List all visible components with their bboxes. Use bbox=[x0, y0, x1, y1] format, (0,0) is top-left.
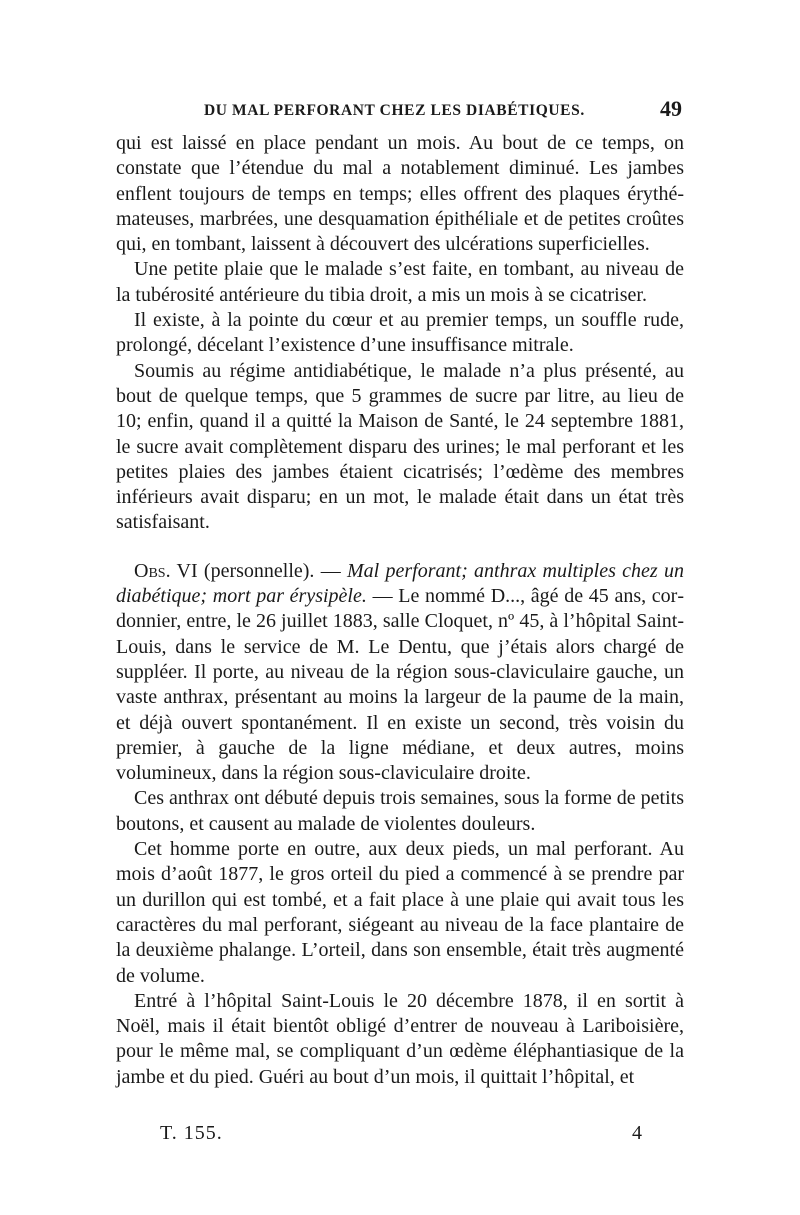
signature-mark: T. 155. bbox=[160, 1122, 223, 1144]
observation-dash: — bbox=[372, 585, 393, 608]
paragraph: Soumis au régime antidiabétique, le malade n’a plus présenté, au bout de quelque temps, que 5 grammes de sucre par litre, au lieu de 10; enfin, quand il a quitté la Maison de Santé, le 24 septembre 1881, le sucre avait complètement disparu des urines; le mal perforant et les petites plaies des jambes étaient cicatrisés; l’œdème des membres inférieurs avait disparu; en un mot, le malade était dans un état très satisfaisant. bbox=[116, 359, 684, 534]
page-number: 49 bbox=[660, 96, 682, 121]
running-title: DU MAL PERFORANT CHEZ LES DIABÉTIQUES. bbox=[204, 102, 585, 119]
observation-title: Mal perforant; anthrax multiples chez un diabétique; mort par érysipèle. bbox=[116, 559, 685, 608]
observation-label: Obs. VI bbox=[134, 559, 198, 582]
sheet-number: 4 bbox=[632, 1122, 642, 1144]
paragraph: Ces anthrax ont débuté depuis trois semaines, sous la forme de petits boutons, et causent au malade de violentes douleurs. bbox=[116, 787, 684, 835]
paragraph: Cet homme porte en outre, aux deux pieds, un mal perforant. Au mois d’août 1877, le gros orteil du pied a commencé à se prendre par un durillon qui est tombé, et a fait place à une plaie qui avait tous les caractères du mal perforant, siégeant au niveau de la face plantaire de la deuxième phalange. L’orteil, dans son ensemble, était très augmenté de volume. bbox=[116, 838, 684, 987]
paragraph: Il existe, à la pointe du cœur et au premier temps, un souffle rude, prolongé, décelant l’existence d’une insuffisance mitrale. bbox=[116, 309, 684, 357]
page-header bbox=[116, 97, 686, 127]
page-footer bbox=[116, 1122, 686, 1152]
observation-text: Le nommé D..., âgé de 45 ans, cordonnier, entre, le 26 juillet 1883, salle Cloquet, nº 45, à l’hôpital Saint-Louis, dans le service de M. Le Dentu, que j’étais alors chargé de suppléer. Il porte, au niveau de la région sous-claviculaire gauche, un vaste anthrax, présentant au moins la largeur de la paume de la main, et déjà ouvert spontanément. Il en existe un second, très voisin du premier, à gauche de la ligne médiane, et deux autres, moins volumineux, dans la région sous-claviculaire droite. bbox=[116, 585, 685, 785]
paragraph: Une petite plaie que le malade s’est faite, en tombant, au niveau de la tubérosité antérieure du tibia droit, a mis un mois à se cicatriser. bbox=[116, 258, 684, 306]
paragraph: qui est laissé en place pendant un mois. Au bout de ce temps, on constate que l’étendue du mal a notablement diminué. Les jambes enflent toujours de temps en temps; elles offrent des plaques érythémateuses, marbrées, une desquamation épithéliale et de petites croûtes qui, en tombant, laissent à découvert des ulcérations superficielles. bbox=[116, 132, 684, 256]
observation-paragraph bbox=[116, 559, 684, 787]
observation-source: (personnelle). — bbox=[203, 559, 341, 582]
paragraph: Entré à l’hôpital Saint-Louis le 20 décembre 1878, il en sortit à Noël, mais il était bientôt obligé d’entrer de nouveau à Lariboisière, pour le même mal, se compliquant d’un œdème éléphantiasique de la jambe et du pied. Guéri au bout d’un mois, il quittait l’hôpital, et bbox=[116, 989, 684, 1088]
body-text bbox=[116, 131, 684, 1090]
